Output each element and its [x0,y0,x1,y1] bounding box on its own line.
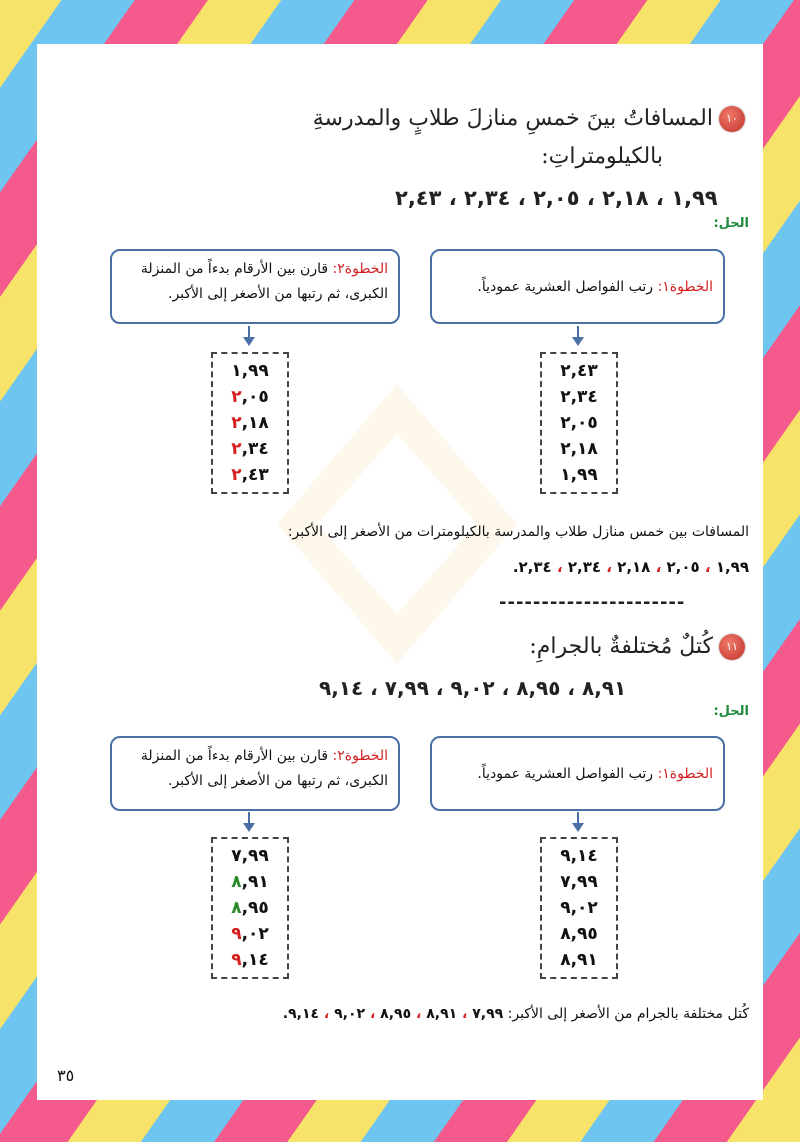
exercise-10-sorted-list [211,352,289,494]
list-item [213,462,287,488]
list-item [213,384,287,410]
answer-value: ٩,٠٢ [334,1006,366,1022]
list-item: ٨,٩١ [560,950,598,970]
list-item [213,358,287,384]
exercise-10-title [185,106,745,132]
step2-label: الخطوة٢: [332,261,388,277]
step1-label: الخطوة١: [657,279,713,295]
step2-text: قارن بين الأرقام بدءاً من المنزلة الكبرى، ثم رتبها من الأصغر إلى الأكبر. [140,261,388,302]
arrow-down-icon [248,812,250,826]
exercise-10-answer [49,558,749,576]
digit-rest: ,٩٥ [241,898,269,918]
exercise-11-title-text: كُتلٌ مُختلفةٌ بالجرامِ: [529,634,713,659]
exercise-11-step2-box [110,736,400,811]
list-item: ١,٩٩ [560,465,598,485]
answer-value: ٢,٣٤. [512,558,552,576]
comma-separator: ، [319,1006,335,1022]
page-number: ٣٥ [57,1066,75,1085]
exercise-10-title-line2: بالكيلومتراتِ: [541,144,663,169]
list-item [213,895,287,921]
list-item [213,947,287,973]
list-item: ٩,١٤ [560,846,598,866]
exercise-10-step1-box [430,249,725,324]
digit-rest: ,٠٥ [241,387,269,407]
list-item: ٢,١٨ [560,439,598,459]
exercise-10-badge: ١٠ [719,106,745,132]
list-item [213,410,287,436]
comma-separator: ، [411,1006,427,1022]
list-item [213,869,287,895]
answer-value: ٨,٩٥ [380,1006,412,1022]
list-item: ٢,٤٣ [560,361,598,381]
answer-value: ٢,١٨ [617,558,651,576]
separator-line: ---------------------- [499,592,686,613]
list-item [213,921,287,947]
exercise-11-answer-line [49,1006,749,1022]
answer-value: ٨,٩١ [426,1006,458,1022]
digit-rest: ,٩٩ [241,361,269,381]
comma-separator: ، [699,558,716,576]
step1-label: الخطوة١: [657,766,713,782]
answer-value: ٩,١٤. [282,1006,320,1022]
list-item [213,436,287,462]
highlighted-digit: ٢ [231,387,242,407]
comma-separator: ، [365,1006,381,1022]
list-item [213,843,287,869]
list-item: ٢,٣٤ [560,387,598,407]
exercise-11-solution-label: الحل: [713,704,749,719]
list-item: ٩,٠٢ [560,898,598,918]
answer-value: ٢,٠٥ [666,558,700,576]
exercise-11-title [345,634,745,660]
list-item: ٨,٩٥ [560,924,598,944]
exercise-11-sorted-list [211,837,289,979]
arrow-down-icon [248,326,250,340]
digit-rest: ,١٤ [241,950,269,970]
answer-value: ٢,٣٤ [567,558,602,576]
step1-text: رتب الفواصل العشرية عمودياً. [477,279,658,295]
list-item: ٢,٠٥ [560,413,598,433]
digit-rest: ,٩٩ [241,846,269,866]
exercise-11-badge: ١١ [719,634,745,660]
answer-value: ١,٩٩ [715,558,749,576]
digit-rest: ,٣٤ [241,439,269,459]
highlighted-digit: ٨ [231,898,242,918]
step1-text: رتب الفواصل العشرية عمودياً. [477,766,658,782]
step2-label: الخطوة٢: [332,748,388,764]
arrow-down-icon [577,812,579,826]
highlighted-digit: ٢ [231,413,242,433]
highlighted-digit: ٢ [231,465,242,485]
highlighted-digit: ٧ [231,846,242,866]
exercise-10-numbers: ١,٩٩ ، ٢,١٨ ، ٢,٠٥ ، ٢,٣٤ ، ٢,٤٣ [395,186,718,210]
exercise-11-numbers: ٨,٩١ ، ٨,٩٥ ، ٩,٠٢ ، ٧,٩٩ ، ٩,١٤ [319,676,627,700]
comma-separator: ، [650,558,667,576]
comma-separator: ، [551,558,568,576]
comma-separator: ، [601,558,618,576]
answer-value: ٧,٩٩ [472,1006,504,1022]
exercise-11-vertical-list [540,837,618,979]
highlighted-digit: ٢ [231,439,242,459]
exercise-10-step2-box [110,249,400,324]
digit-rest: ,٤٣ [241,465,269,485]
arrow-down-icon [577,326,579,340]
exercise-10-title-line1: المسافاتُ بينَ خمسِ منازلَ طلابٍ والمدرسةِ [312,106,713,131]
list-item: ٧,٩٩ [560,872,598,892]
highlighted-digit: ١ [231,361,242,381]
page [37,44,763,1100]
digit-rest: ,١٨ [241,413,269,433]
exercise-11-sentence: كُتل مختلفة بالجرام من الأصغر إلى الأكبر: [507,1006,749,1022]
exercise-11-answer [283,1006,503,1022]
digit-rest: ,٩١ [241,872,269,892]
highlighted-digit: ٨ [231,872,242,892]
exercise-10-solution-label: الحل: [713,216,749,231]
step2-text: قارن بين الأرقام بدءاً من المنزلة الكبرى، ثم رتبها من الأصغر إلى الأكبر. [140,748,388,789]
digit-rest: ,٠٢ [241,924,269,944]
exercise-10-sentence: المسافات بين خمس منازل طلاب والمدرسة بالكيلومترات من الأصغر إلى الأكبر: [287,524,749,540]
comma-separator: ، [457,1006,473,1022]
highlighted-digit: ٩ [231,924,242,944]
exercise-10-vertical-list [540,352,618,494]
highlighted-digit: ٩ [231,950,242,970]
exercise-11-step1-box [430,736,725,811]
